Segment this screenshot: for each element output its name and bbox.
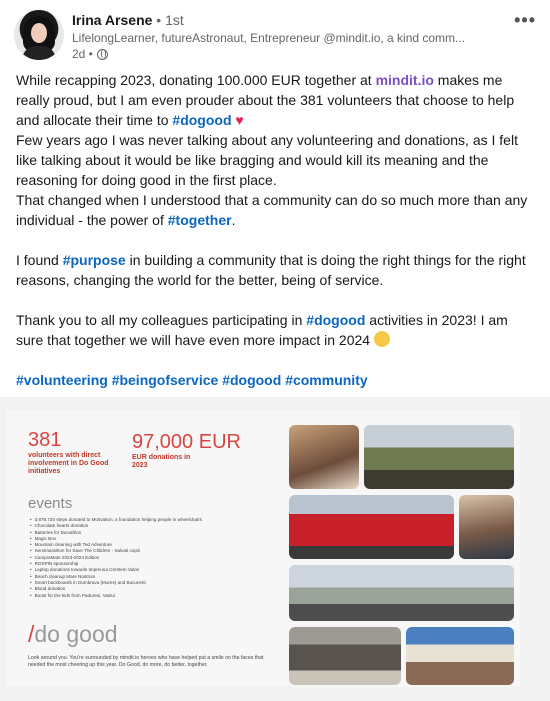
event-item: • 3,878,720 steps donated to Motivation, a foundation helping people in wheelchairs [30, 517, 202, 523]
hashtag-dogood-3[interactable]: #dogood [222, 372, 282, 388]
post-paragraph-5 [16, 310, 538, 350]
volunteers-stat [28, 429, 118, 476]
photo-volunteers-1 [289, 425, 359, 489]
globe-icon [97, 49, 108, 60]
hashtag-purpose[interactable]: #purpose [62, 252, 126, 268]
photo-group-outdoor [289, 627, 401, 685]
donations-description: EUR donations in 2023 [132, 454, 191, 469]
text-span: activities in 2023! I am sure that together we will have even more impact in 2024 [16, 312, 508, 348]
donations-stat [132, 431, 262, 470]
hugging-face-emoji-icon [374, 331, 390, 347]
do-good-poster [6, 411, 520, 687]
hashtag-community[interactable]: #community [285, 372, 368, 388]
author-avatar[interactable] [14, 10, 64, 60]
volunteers-number: 381 [28, 429, 62, 451]
text-span: I found [16, 252, 63, 268]
do-good-heading [28, 621, 118, 648]
event-item: • Blood donation [30, 586, 202, 592]
donations-amount: 97,000 EUR [132, 431, 241, 453]
event-item: • Smart backboards in Dumbrava (Mures) and Bucuresti [30, 580, 202, 586]
photo-beach-cleanup [289, 565, 514, 621]
text-span: Thank you to all my colleagues participating in [16, 312, 307, 328]
avatar-face [31, 23, 47, 43]
hashtag-dogood-2[interactable]: #dogood [306, 312, 366, 328]
post-paragraph-4 [16, 250, 538, 290]
photo-kids-event [406, 627, 514, 685]
do-good-slash: / [28, 621, 35, 647]
post-paragraph-1 [16, 70, 538, 130]
volunteers-description: volunteers with direct involvement in Do Good initiatives [28, 452, 109, 475]
events-list [30, 517, 202, 599]
event-item: • Semimarathon for Save The Children - Salvati copiii [30, 548, 202, 554]
connection-degree: • 1st [156, 12, 184, 28]
text-span: makes me really proud, but I am even prouder about the 381 volunteers that choose to help and allocate their time to [16, 72, 515, 128]
author-name-row [72, 12, 184, 28]
post-image[interactable] [0, 397, 550, 701]
author-headline[interactable]: LifelongLearner, futureAstronaut, Entrepreneur @mindit.io, a kind comm... [72, 31, 466, 45]
do-good-text: do good [34, 621, 118, 647]
photo-volunteers-2 [459, 495, 514, 559]
event-item: • Chocolate hearts donation [30, 523, 202, 529]
author-name[interactable]: Irina Arsene [72, 12, 153, 28]
hashtag-together[interactable]: #together [167, 212, 232, 228]
post-paragraph-3 [16, 190, 538, 230]
event-item: • Beach cleanup Mare Nostrum [30, 574, 202, 580]
text-span: . [231, 212, 236, 228]
text-span: While recapping 2023, donating 100.000 EUR together at [16, 72, 376, 88]
hashtag-dogood[interactable]: #dogood [172, 112, 232, 128]
event-item: • Batteries for Decathlon [30, 530, 202, 536]
event-item: • Mountain cleaning with Ted Adventure [30, 542, 202, 548]
more-options-icon[interactable]: ••• [514, 10, 536, 30]
heart-emoji-icon: ♥ [235, 112, 244, 128]
post-header [0, 0, 550, 64]
mindit-link[interactable]: mindit.io [375, 72, 434, 88]
post-meta [72, 47, 108, 61]
post-time: 2d • [72, 47, 93, 61]
do-good-description: Look around you. You're surrounded by mindit.io heroes who have helped put a smile on the faces that needed the most cheering up this year. Do Good, do more, do better, together. [28, 655, 264, 668]
hashtag-beingofservice[interactable]: #beingofservice [111, 372, 219, 388]
event-item: • Boots for the kids from Padureni, Vaslui [30, 593, 202, 599]
post-paragraph-2: Few years ago I was never talking about any volunteering and donations, as I felt like talking about it would be like bragging and would kill its meaning and the reasoning for doing good in the first place. [16, 132, 518, 188]
photo-semimarathon [289, 495, 454, 559]
event-item: • CampioMate 2023-2024 Edition [30, 555, 202, 561]
hashtag-row [16, 370, 538, 390]
text-span: That changed when I understood that a community can do so much more than any individual - the power of [16, 192, 528, 228]
text-span: in building a community that is doing the right things for the right reasons, changing the world for the better, being of service. [16, 252, 526, 288]
event-item: • Magic Box [30, 536, 202, 542]
events-title: events [28, 495, 73, 512]
hashtag-volunteering[interactable]: #volunteering [16, 372, 108, 388]
photo-mountain-cleaning [364, 425, 514, 489]
event-item: • Laptop donations towards Impreuna Crestem Valori [30, 567, 202, 573]
post-text [16, 70, 538, 390]
event-item: • ROSPIN sponsorship [30, 561, 202, 567]
